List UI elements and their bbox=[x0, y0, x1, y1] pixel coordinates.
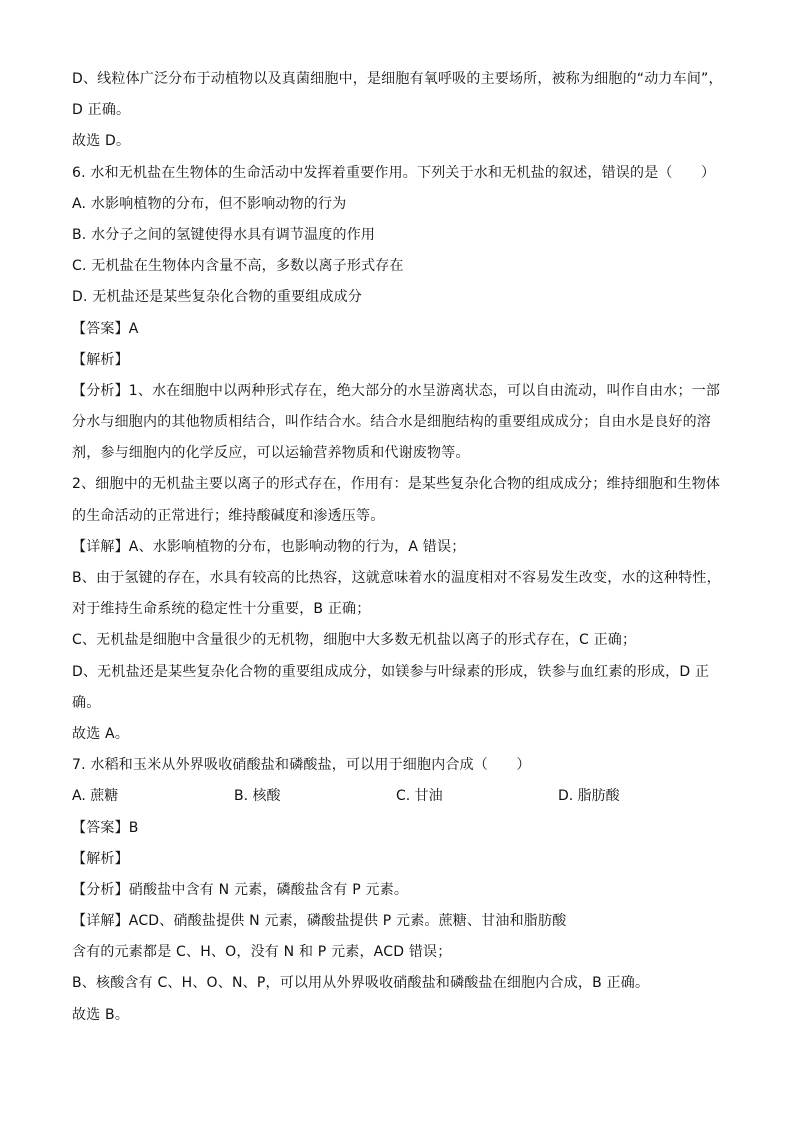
analysis-heading: 【解析】 bbox=[72, 351, 129, 368]
text-line: B、核酸含有 C、H、O、N、P，可以用从外界吸收硝酸盐和磷酸盐在细胞内合成，B 正确。 bbox=[72, 975, 650, 992]
question-7-stem: 7. 水稻和玉米从外界吸收硝酸盐和磷酸盐，可以用于细胞内合成（ ） bbox=[72, 757, 531, 774]
analysis-heading: 【解析】 bbox=[72, 850, 129, 867]
text-line: B、由于氢键的存在，水具有较高的比热容，这就意味着水的温度相对不容易发生改变，水的这种特性， bbox=[72, 570, 721, 586]
text-line: C、无机盐是细胞中含量很少的无机物，细胞中大多数无机盐以离子的形式存在，C 正确； bbox=[72, 632, 637, 649]
text-line: 的生命活动的正常进行；维持酸碱度和渗透压等。 bbox=[72, 507, 385, 524]
answer-label: 【答案】B bbox=[72, 819, 139, 836]
answer-label: 【答案】A bbox=[72, 320, 139, 337]
text-line: 含有的元素都是 C、H、O，没有 N 和 P 元素，ACD 错误； bbox=[72, 944, 452, 961]
text-line: 对于维持生命系统的稳定性十分重要，B 正确； bbox=[72, 601, 371, 618]
text-line: D 正确。 bbox=[72, 102, 131, 119]
question-7-option-d: D. 脂肪酸 bbox=[558, 788, 620, 805]
question-7-option-b: B. 核酸 bbox=[234, 788, 281, 805]
question-7-option-c: C. 甘油 bbox=[396, 788, 443, 805]
text-line: 【详解】ACD、硝酸盐提供 N 元素，磷酸盐提供 P 元素。蔗糖、甘油和脂肪酸 bbox=[72, 913, 567, 930]
text-line: 剂，参与细胞内的化学反应，可以运输营养物质和代谢废物等。 bbox=[72, 445, 470, 462]
question-6-option-b: B. 水分子之间的氢键使得水具有调节温度的作用 bbox=[72, 226, 376, 243]
text-line: 确。 bbox=[72, 694, 101, 711]
text-line: 故选 B。 bbox=[72, 1006, 130, 1023]
question-6-option-d: D. 无机盐还是某些复杂化合物的重要组成成分 bbox=[72, 289, 363, 306]
text-line: D、无机盐还是某些复杂化合物的重要组成成分，如镁参与叶绿素的形成，铁参与血红素的形成，D 正 bbox=[72, 663, 710, 680]
text-line: 分水与细胞内的其他物质相结合，叫作结合水。结合水是细胞结构的重要组成成分；自由水是良好的溶 bbox=[72, 414, 711, 431]
question-6-option-c: C. 无机盐在生物体内含量不高，多数以离子形式存在 bbox=[72, 258, 404, 275]
text-line: 【详解】A、水影响植物的分布，也影响动物的行为，A 错误； bbox=[72, 538, 466, 555]
question-7-options bbox=[72, 781, 722, 812]
question-6-stem: 6. 水和无机盐在生物体的生命活动中发挥着重要作用。下列关于水和无机盐的叙述，错误的是（ ） bbox=[72, 164, 716, 181]
text-line: 故选 D。 bbox=[72, 133, 131, 150]
document-page bbox=[72, 64, 722, 1031]
text-line: 故选 A。 bbox=[72, 725, 130, 742]
text-line: 2、细胞中的无机盐主要以离子的形式存在，作用有：是某些复杂化合物的组成成分；维持细胞和生物体 bbox=[72, 476, 721, 493]
text-line: 【分析】1、水在细胞中以两种形式存在，绝大部分的水呈游离状态，可以自由流动，叫作自由水；一部 bbox=[72, 382, 721, 399]
text-line: 【分析】硝酸盐中含有 N 元素，磷酸盐含有 P 元素。 bbox=[72, 881, 409, 898]
question-7-option-a: A. 蔗糖 bbox=[72, 788, 119, 805]
text-line: D、线粒体广泛分布于动植物以及真菌细胞中，是细胞有氧呼吸的主要场所，被称为细胞的“动力车间”， bbox=[72, 71, 723, 87]
question-6-option-a: A. 水影响植物的分布，但不影响动物的行为 bbox=[72, 195, 347, 212]
